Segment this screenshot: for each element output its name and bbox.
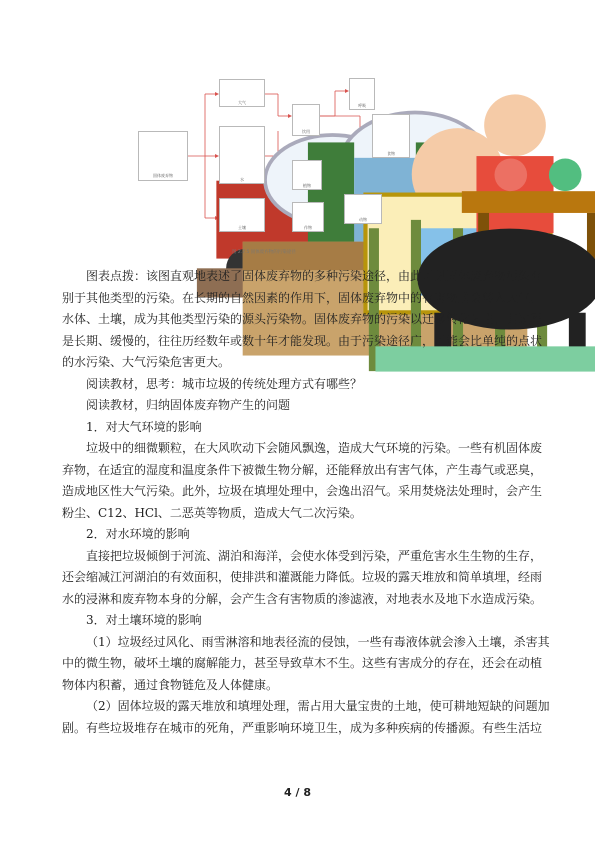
intake-label: 饮用	[302, 129, 310, 134]
crop-tile	[292, 202, 324, 232]
analysis-paragraph	[62, 266, 550, 739]
text-line: 的水污染、大气污染危害更大。	[62, 355, 231, 369]
text-line: 是长期、缓慢的，往往历经数年或数十年才能发现。由于污染途径广，可能会比单纯的点状	[62, 333, 543, 348]
section-heading-soil: 3．对土壤环境的影响	[86, 613, 202, 627]
text-line: 别于其他类型的污染。在长期的自然因素的作用下，固体废弃物中的有害物质会转入大气、	[62, 290, 543, 305]
source-label: 固体废弃物	[153, 173, 173, 178]
reading-question: 阅读教材，思考：城市垃圾的传统处理方式有哪些？	[86, 376, 363, 391]
text-line: 水体、土壤，成为其他类型污染的源头污染物。固体废弃物的污染以迁移转化为主，其过程	[62, 312, 543, 326]
animal-label: 动物	[359, 217, 367, 222]
air-label: 大气	[238, 100, 246, 105]
text-line: 物体内积蓄，通过食物链危及人体健康。	[62, 677, 279, 692]
text-line: 图表点拨：该图直观地表述了固体废弃物的多种污染途径，由此可见固体废弃物污染有	[86, 269, 543, 283]
air-tile	[219, 79, 265, 107]
soil-tile	[219, 198, 265, 232]
water-label: 水	[240, 177, 244, 182]
breath-tile	[349, 78, 375, 110]
text-line: 粉尘、C12、HCl、二恶英等物质，造成大气二次污染。	[62, 505, 362, 520]
text-line: 弃物，在适宜的湿度和温度条件下被微生物分解，还能释放出有害气体，产生毒气或恶臭，	[62, 462, 543, 477]
crop-label: 作物	[304, 225, 312, 230]
text-line: （2）固体垃圾的露天堆放和填埋处理，需占用大量宝贵的土地，使可耕地短缺的问题加	[86, 699, 550, 713]
text-line: 造成地区性大气污染。此外，垃圾在填埋处理中，会逸出沼气。采用焚烧法处理时，会产生	[62, 484, 543, 498]
water-tile	[219, 126, 265, 184]
text-line: 水的浸淋和废弃物本身的分解，会产生含有害物质的渗滤液，对地表水及地下水造成污染。	[62, 591, 543, 606]
food-label: 食物	[387, 151, 395, 156]
section-heading-air: 1．对大气环境的影响	[86, 419, 202, 434]
soil-label: 土壤	[238, 225, 246, 230]
text-line: （1）垃圾经过风化、雨雪淋溶和地表径流的侵蚀，一些有毒液体就会渗入土壤，杀害其	[86, 634, 550, 649]
text-line: 垃圾中的细微颗粒，在大风吹动下会随风飘逸，造成大气环境的污染。一些有机固体废	[86, 441, 543, 455]
section-heading-water: 2．对水环境的影响	[86, 527, 190, 541]
text-line: 中的微生物，破坏土壤的腐解能力，甚至导致草木不生。这些有害成分的存在，还会在动植	[62, 656, 543, 670]
reading-task: 阅读教材，归纳固体废弃物产生的问题	[86, 398, 291, 412]
text-line: 还会缩减江河湖泊的有效面积，使排洪和灌溉能力降低。垃圾的露天堆放和简单填埋，经雨	[62, 570, 543, 584]
person-tile	[292, 104, 320, 136]
food-tile	[372, 114, 410, 158]
plants-tile	[292, 160, 322, 190]
page-number: 4 / 8	[284, 786, 311, 799]
pollution-pathway-figure	[120, 76, 450, 261]
figure-caption: 图 2.7.5 固体废弃物的污染途径	[232, 250, 296, 255]
plants-label: 植物	[303, 183, 311, 188]
text-line: 剧。有些垃圾堆存在城市的死角，严重影响环境卫生，成为多种疾病的传播源。有些生活垃	[62, 720, 543, 735]
solid-waste-tile	[138, 131, 188, 181]
text-line: 直接把垃圾倾倒于河流、湖泊和海洋，会使水体受到污染，严重危害水生生物的生存，	[86, 548, 543, 563]
animal-tile	[344, 194, 382, 224]
breath-label: 呼吸	[358, 103, 366, 108]
